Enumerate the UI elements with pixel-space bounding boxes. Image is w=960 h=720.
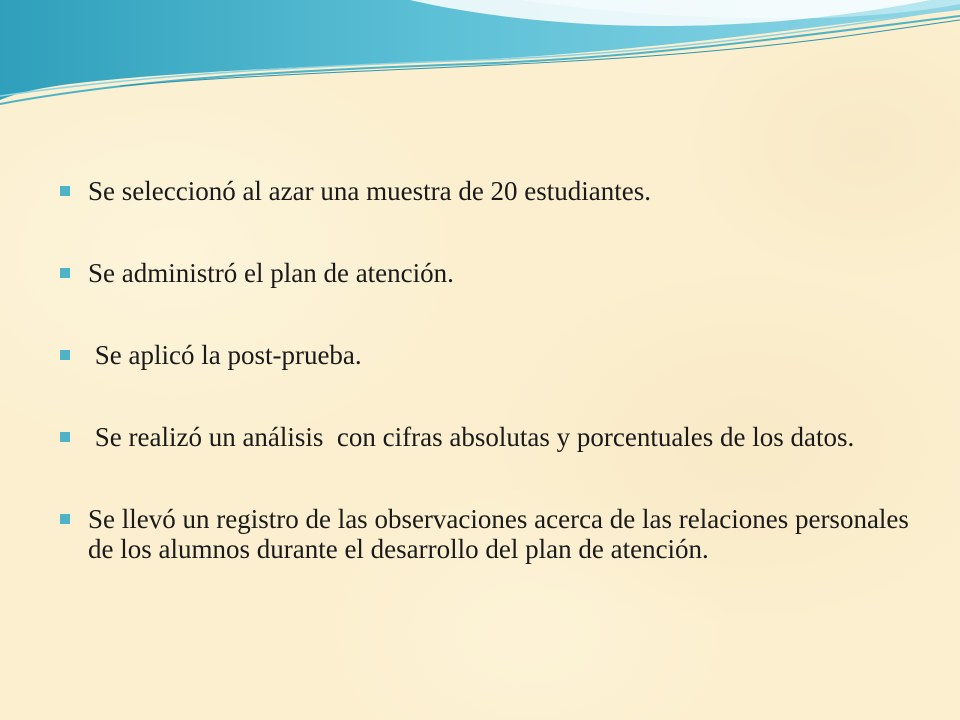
- bullet-list: [60, 176, 916, 564]
- square-bullet-icon: [60, 268, 70, 278]
- square-bullet-icon: [60, 432, 70, 442]
- bullet-item: [60, 340, 910, 370]
- bullet-text: Se llevó un registro de las observaciones acerca de las relaciones personales de los alumnos durante el desarrollo del plan de atención.: [88, 504, 916, 564]
- square-bullet-icon: [60, 350, 70, 360]
- bullet-text: Se administró el plan de atención.: [88, 258, 454, 288]
- bullet-item: [60, 504, 916, 564]
- header-wave-decoration: [0, 0, 960, 120]
- square-bullet-icon: [60, 186, 70, 196]
- bullet-item: [60, 258, 910, 288]
- bullet-text: Se seleccionó al azar una muestra de 20 estudiantes.: [88, 176, 652, 206]
- bullet-item: [60, 176, 910, 206]
- bullet-item: [60, 422, 910, 452]
- bullet-text: Se realizó un análisis con cifras absolutas y porcentuales de los datos.: [88, 422, 855, 452]
- square-bullet-icon: [60, 514, 70, 524]
- bullet-text: Se aplicó la post-prueba.: [88, 340, 362, 370]
